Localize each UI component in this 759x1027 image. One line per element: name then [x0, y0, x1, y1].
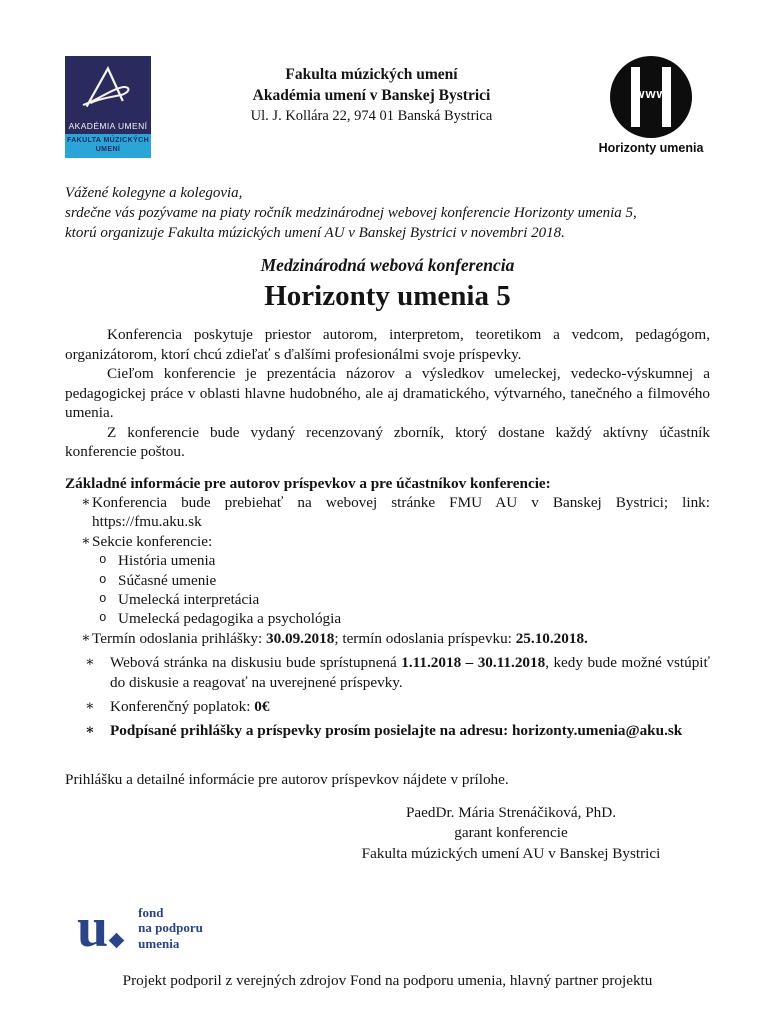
submit-address-text: Podpísané prihlášky a príspevky prosím posielajte na adresu: horizonty.umenia@aku.sk: [110, 722, 683, 740]
section-name: Umelecká pedagogika a psychológia: [118, 610, 342, 628]
signature-institution: Fakulta múzických umení AU v Banskej Bystrici: [361, 844, 661, 862]
horizonty-umenia-logo: [592, 56, 710, 155]
bullet-item-fee: [83, 697, 710, 716]
fund-u-mark-icon: u: [77, 900, 122, 956]
circle-bullet-icon: o: [99, 572, 107, 587]
discussion-dates: 1.11.2018 – 30.11.2018: [401, 654, 546, 672]
section-name: História umenia: [118, 552, 216, 570]
sub-bullet-item: [99, 590, 710, 609]
faculty-name: Fakulta múzických umení: [285, 66, 458, 83]
fund-line: umenia: [138, 936, 180, 952]
bullet-text: Konferencia bude prebiehať na webovej stránke FMU AU v Banskej Bystrici; link: https://fmu.aku.sk: [92, 493, 710, 531]
greeting: [65, 183, 710, 243]
greeting-line: srdečne vás pozývame na piaty ročník medzinárodnej webovej konferencie Horizonty umenia 5,: [65, 205, 637, 221]
circle-bullet-icon: o: [99, 591, 107, 606]
body-paragraphs: [65, 325, 710, 462]
info-heading: Základné informácie pre autorov príspevkov a pre účastníkov konferencie:: [65, 474, 551, 492]
street-address: Ul. J. Kollára 22, 974 01 Banská Bystrica: [250, 108, 493, 124]
circle-bullet-icon: o: [99, 611, 107, 626]
horizonty-umenia-caption: Horizonty umenia: [598, 141, 704, 155]
akademia-umeni-logo-top: [65, 56, 151, 134]
fakulta-band: [65, 134, 151, 158]
asterisk-bullet-icon: ∗: [85, 698, 95, 714]
bullet-text: Sekcie konferencie:: [92, 532, 213, 550]
fund-dot-icon: [109, 933, 125, 949]
akademia-umeni-mark-icon: [79, 62, 135, 114]
akademia-umeni-logo: [65, 56, 151, 158]
fakulta-band-line2: UMENÍ: [95, 146, 121, 153]
deadline-date: 30.09.2018: [265, 629, 335, 647]
fund-line: na podporu: [138, 920, 203, 936]
academy-name: Akadémia umení v Banskej Bystrici: [252, 87, 491, 104]
asterisk-bullet-icon: ∗: [85, 723, 95, 739]
www-text: www: [634, 86, 668, 101]
bullet-text: Konferenčný poplatok:: [110, 697, 255, 715]
greeting-line: ktorú organizuje Fakulta múzických umení AU v Banskej Bystrici v novembri 2018.: [65, 225, 565, 241]
bullet-item-link: [83, 493, 710, 532]
bullet-item-submit: [83, 721, 710, 740]
letterhead-address: [151, 56, 592, 127]
conference-subtitle: Medzinárodná webová konferencia: [260, 255, 515, 275]
sub-bullet-item: [99, 609, 710, 628]
asterisk-bullet-icon: ∗: [81, 630, 91, 646]
conference-title: Horizonty umenia 5: [264, 280, 511, 312]
asterisk-bullet-icon: ∗: [85, 655, 95, 671]
fund-logo-text: [138, 905, 203, 952]
fakulta-band-line1: FAKULTA MÚZICKÝCH: [66, 137, 150, 145]
sub-bullet-item: [99, 551, 710, 570]
signature-name: PaedDr. Mária Strenáčiková, PhD.: [405, 803, 617, 821]
horizonty-umenia-circle-icon: [610, 56, 692, 138]
letterhead: [65, 56, 710, 158]
bullet-text: , kedy bude možné vstúpiť do diskusie a reagovať na uverejnené príspevky.: [110, 654, 710, 691]
bullet-item-discussion: [83, 653, 710, 692]
bullet-text: Webová stránka na diskusiu bude sprístupnená: [110, 654, 402, 672]
signature-block: [330, 803, 692, 865]
signature-role: garant konferencie: [454, 824, 568, 842]
section-name: Umelecká interpretácia: [118, 590, 260, 608]
funding-credit: Projekt podporil z verejných zdrojov Fond na podporu umenia, hlavný partner projektu: [122, 972, 653, 990]
circle-bullet-icon: o: [99, 553, 107, 568]
closing-note: Prihlášku a detailné informácie pre autorov príspevkov nájdete v prílohe.: [65, 770, 509, 788]
section-name: Súčasné umenie: [118, 571, 217, 589]
akademia-umeni-logo-text: AKADÉMIA UMENÍ: [68, 121, 148, 131]
greeting-line: Vážené kolegyne a kolegovia,: [65, 185, 243, 201]
info-section: [65, 474, 710, 741]
sub-bullet-item: [99, 571, 710, 590]
bullet-item-deadline: [83, 629, 710, 648]
asterisk-bullet-icon: ∗: [81, 494, 91, 510]
bullet-text: ; termín odoslania príspevku:: [334, 629, 516, 647]
paragraph: Konferencia poskytuje priestor autorom, interpretom, teoretikom a vedcom, pedagógom, organizátorom, ktorí chcú zdieľať s ďalšími profesionálmi svoje príspevky.: [65, 326, 710, 363]
deadline-date: 25.10.2018.: [515, 629, 588, 647]
bullet-item-sections: [83, 532, 710, 551]
fund-line: fond: [138, 904, 164, 920]
asterisk-bullet-icon: ∗: [81, 533, 91, 549]
fond-na-podporu-umenia-logo: [77, 896, 710, 960]
bullet-text: Termín odoslania prihlášky:: [92, 629, 266, 647]
fee-amount: 0€: [254, 697, 270, 715]
paragraph: Cieľom konferencie je prezentácia názorov a výsledkov umeleckej, vedecko-výskumnej a pedagogickej práce v oblasti hlavne hudobného, ale aj dramatického, výtvarného, tanečného a filmového umenia.: [65, 365, 710, 421]
paragraph: Z konferencie bude vydaný recenzovaný zborník, ktorý dostane každý aktívny účastník konferencie poštou.: [65, 423, 710, 460]
